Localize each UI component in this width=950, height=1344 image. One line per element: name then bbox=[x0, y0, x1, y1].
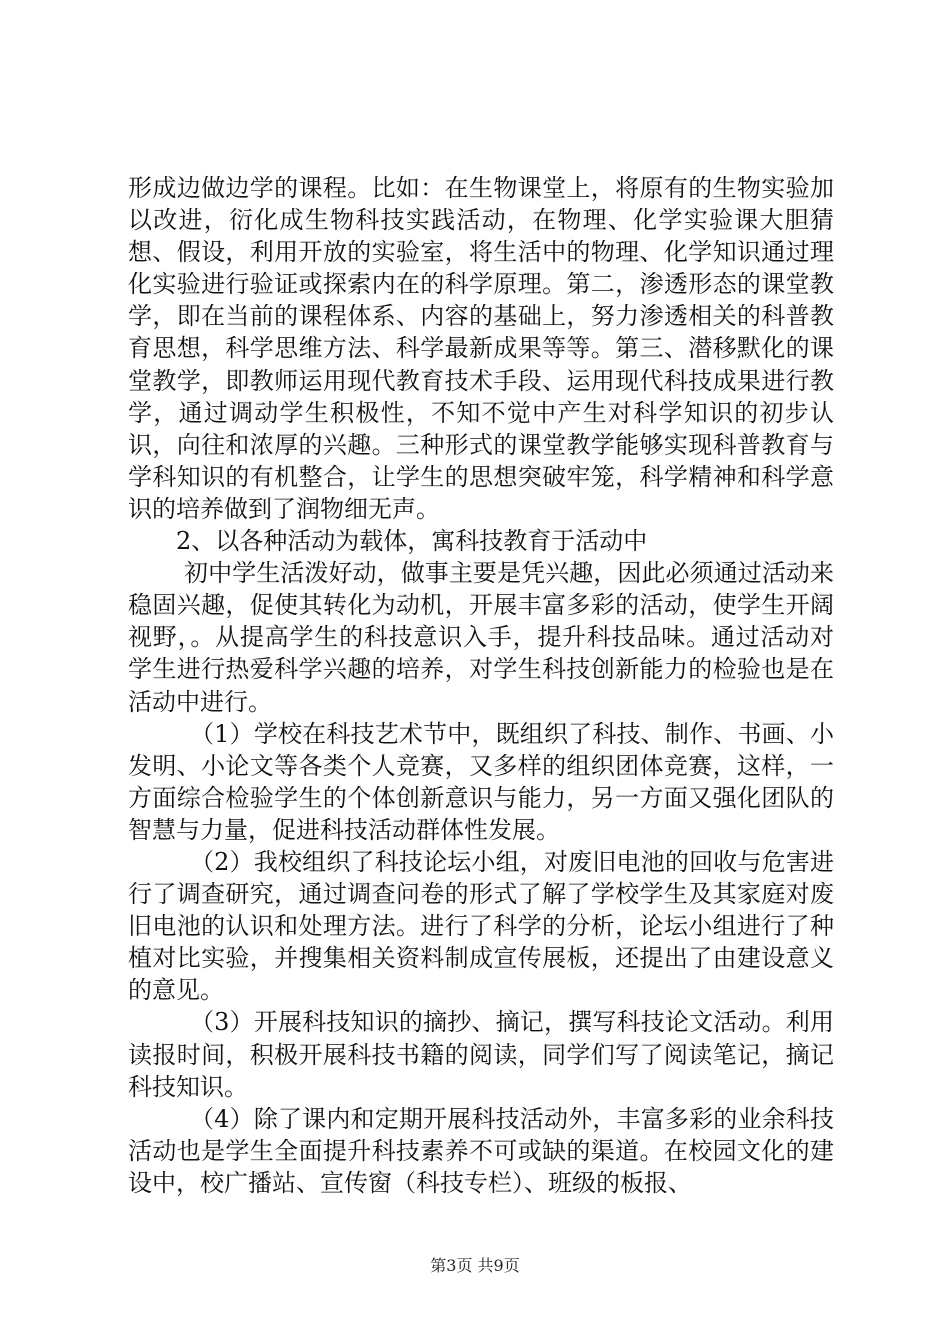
paragraph-item-1: （1）学校在科技艺术节中，既组织了科技、制作、书画、小发明、小论文等各类个人竞赛，又多样的组织团体竞赛，这样，一方面综合检验学生的个体创新意识与能力，另一方面又强化团队的智慧与力量，促进科技活动群体性发展。 bbox=[128, 719, 834, 844]
page-number-footer: 第3页 共9页 bbox=[430, 1256, 520, 1275]
paragraph-item-2: （2）我校组织了科技论坛小组，对废旧电池的回收与危害进行了调查研究，通过调查问卷的形式了解了学校学生及其家庭对废旧电池的认识和处理方法。进行了科学的分析，论坛小组进行了种植对比实验，并搜集相关资料制成宣传展板，还提出了由建设意义的意见。 bbox=[128, 847, 834, 1005]
document-body bbox=[128, 172, 834, 1199]
paragraph-activities-intro: 初中学生活泼好动，做事主要是凭兴趣，因此必须通过活动来稳固兴趣，促使其转化为动机，开展丰富多彩的活动，使学生开阔视野，。从提高学生的科技意识入手，提升科技品味。通过活动对学生进行热爱科学兴趣的培养，对学生科技创新能力的检验也是在活动中进行。 bbox=[128, 559, 834, 716]
paragraph-item-3: （3）开展科技知识的摘抄、摘记，撰写科技论文活动。利用读报时间，积极开展科技书籍的阅读，同学们写了阅读笔记，摘记科技知识。 bbox=[128, 1008, 834, 1101]
section-heading-activities: 2、以各种活动为载体，寓科技教育于活动中 bbox=[176, 527, 648, 556]
paragraph-course-forms: 形成边做边学的课程。比如：在生物课堂上，将原有的生物实验加以改进，衍化成生物科技实践活动，在物理、化学实验课大胆猜想、假设，利用开放的实验室，将生活中的物理、化学知识通过理化实验进行验证或探索内在的科学原理。第二，渗透形态的课堂教学，即在当前的课程体系、内容的基础上，努力渗透相关的科普教育思想，科学思维方法、科学最新成果等等。第三、潜移默化的课堂教学，即教师运用现代教育技术手段、运用现代科技成果进行教学，通过调动学生积极性，不知不觉中产生对科学知识的初步认识，向往和浓厚的兴趣。三种形式的课堂教学能够实现科普教育与学科知识的有机整合，让学生的思想突破牢笼，科学精神和科学意识的培养做到了润物细无声。 bbox=[128, 174, 834, 523]
paragraph-item-4: （4）除了课内和定期开展科技活动外，丰富多彩的业余科技活动也是学生全面提升科技素养不可或缺的渠道。在校园文化的建设中，校广播站、宣传窗（科技专栏）、班级的板报、 bbox=[128, 1104, 834, 1197]
